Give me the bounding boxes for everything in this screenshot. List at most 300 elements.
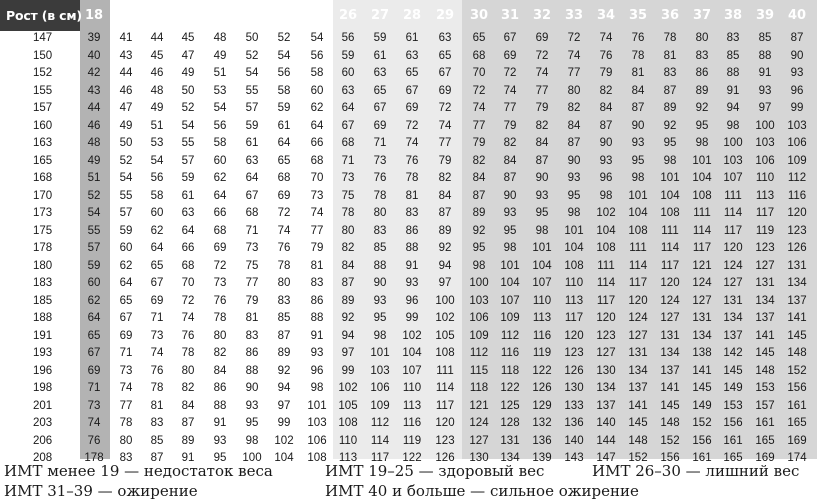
weight-cell: 52 — [245, 49, 259, 62]
weight-cell: 120 — [628, 294, 648, 307]
weight-cell: 72 — [277, 207, 291, 220]
weight-cell: 137 — [628, 382, 648, 395]
weight-cell: 76 — [277, 242, 291, 255]
height-cell: 185 — [33, 294, 53, 307]
weight-cell: 136 — [564, 417, 584, 430]
weight-cell: 69 — [373, 119, 387, 132]
weight-cell: 72 — [181, 294, 195, 307]
weight-cell: 77 — [245, 277, 259, 290]
weight-cell: 145 — [723, 364, 743, 377]
weight-cell: 68 — [310, 154, 324, 167]
weight-cell: 72 — [438, 102, 452, 115]
weight-cell: 56 — [213, 119, 227, 132]
weight-cell: 71 — [245, 224, 259, 237]
weight-cell: 107 — [723, 172, 743, 185]
weight-cell: 103 — [307, 417, 327, 430]
height-cell: 201 — [33, 399, 53, 412]
weight-cell: 63 — [245, 154, 259, 167]
weight-cell: 156 — [660, 452, 680, 465]
weight-cell: 58 — [150, 189, 164, 202]
weight-cell: 98 — [472, 259, 486, 272]
weight-cell: 117 — [628, 277, 648, 290]
weight-cell: 116 — [500, 347, 520, 360]
weight-cell: 91 — [726, 84, 740, 97]
weight-cell: 92 — [341, 312, 355, 325]
weight-cell: 108 — [564, 259, 584, 272]
weight-cell: 130 — [469, 452, 489, 465]
weight-cell: 113 — [755, 189, 775, 202]
weight-cell: 54 — [310, 32, 324, 45]
weight-cell: 64 — [213, 189, 227, 202]
weight-cell: 49 — [213, 49, 227, 62]
weight-cell: 169 — [787, 434, 807, 447]
weight-cell: 81 — [310, 259, 324, 272]
weight-cell: 79 — [245, 294, 259, 307]
weight-cell: 98 — [599, 189, 613, 202]
weight-cell: 80 — [119, 434, 133, 447]
weight-cell: 77 — [310, 224, 324, 237]
bmi-column-header: 23 — [242, 8, 262, 23]
table-row — [0, 153, 817, 171]
weight-cell: 144 — [596, 434, 616, 447]
weight-cell: 99 — [790, 102, 804, 115]
weight-cell: 84 — [213, 364, 227, 377]
weight-cell: 55 — [119, 189, 133, 202]
weight-cell: 117 — [596, 294, 616, 307]
weight-cell: 95 — [472, 242, 486, 255]
weight-cell: 77 — [472, 119, 486, 132]
weight-cell: 63 — [438, 32, 452, 45]
weight-cell: 78 — [631, 49, 645, 62]
weight-cell: 106 — [469, 312, 489, 325]
table-row — [0, 65, 817, 83]
weight-cell: 67 — [119, 312, 133, 325]
table-row — [0, 363, 817, 381]
weight-cell: 95 — [663, 137, 677, 150]
weight-cell: 67 — [438, 67, 452, 80]
weight-cell: 49 — [181, 67, 195, 80]
weight-cell: 78 — [373, 189, 387, 202]
weight-cell: 120 — [723, 242, 743, 255]
weight-cell: 85 — [150, 434, 164, 447]
weight-cell: 111 — [436, 364, 454, 377]
weight-cell: 80 — [181, 364, 195, 377]
weight-cell: 126 — [532, 382, 552, 395]
weight-cell: 73 — [245, 242, 259, 255]
weight-cell: 130 — [596, 364, 616, 377]
weight-cell: 142 — [723, 347, 743, 360]
weight-cell: 148 — [660, 417, 680, 430]
weight-cell: 161 — [692, 452, 712, 465]
weight-cell: 74 — [150, 347, 164, 360]
weight-cell: 107 — [532, 277, 552, 290]
weight-cell: 84 — [181, 399, 195, 412]
weight-cell: 97 — [758, 102, 772, 115]
weight-cell: 59 — [373, 32, 387, 45]
weight-cell: 76 — [631, 32, 645, 45]
weight-cell: 120 — [787, 207, 807, 220]
weight-cell: 88 — [405, 242, 419, 255]
weight-cell: 69 — [535, 32, 549, 45]
weight-cell: 69 — [277, 189, 291, 202]
weight-cell: 71 — [341, 154, 355, 167]
weight-cell: 141 — [692, 364, 712, 377]
weight-cell: 108 — [692, 189, 712, 202]
weight-cell: 153 — [755, 382, 775, 395]
weight-cell: 50 — [245, 32, 259, 45]
weight-cell: 86 — [405, 224, 419, 237]
weight-cell: 156 — [787, 382, 807, 395]
weight-cell: 92 — [695, 102, 709, 115]
bmi-column-header: 40 — [787, 8, 807, 23]
bmi-column-header: 20 — [147, 8, 167, 23]
weight-cell: 111 — [693, 207, 711, 220]
weight-cell: 124 — [723, 259, 743, 272]
weight-cell: 65 — [87, 329, 101, 342]
weight-cell: 116 — [532, 329, 552, 342]
weight-cell: 115 — [469, 364, 489, 377]
weight-cell: 60 — [213, 154, 227, 167]
weight-cell: 73 — [373, 154, 387, 167]
weight-cell: 50 — [181, 84, 195, 97]
weight-cell: 46 — [87, 119, 101, 132]
weight-cell: 63 — [405, 49, 419, 62]
weight-cell: 152 — [787, 364, 807, 377]
weight-cell: 88 — [213, 399, 227, 412]
bmi-column-header: 39 — [755, 8, 775, 23]
weight-cell: 87 — [663, 84, 677, 97]
weight-cell: 78 — [277, 259, 291, 272]
weight-cell: 94 — [726, 102, 740, 115]
height-cell: 170 — [33, 189, 53, 202]
weight-cell: 83 — [726, 32, 740, 45]
weight-cell: 106 — [787, 137, 807, 150]
weight-cell: 79 — [472, 137, 486, 150]
weight-cell: 76 — [181, 329, 195, 342]
weight-cell: 83 — [150, 417, 164, 430]
bmi-column-header: 28 — [402, 8, 422, 23]
weight-cell: 122 — [500, 382, 520, 395]
weight-cell: 60 — [310, 84, 324, 97]
weight-cell: 74 — [87, 417, 101, 430]
weight-cell: 131 — [660, 329, 680, 342]
weight-cell: 165 — [787, 417, 807, 430]
weight-cell: 49 — [150, 102, 164, 115]
weight-cell: 62 — [87, 294, 101, 307]
weight-cell: 105 — [435, 329, 455, 342]
weight-cell: 104 — [274, 452, 294, 465]
weight-cell: 95 — [213, 452, 227, 465]
weight-cell: 161 — [723, 434, 743, 447]
weight-cell: 91 — [213, 417, 227, 430]
weight-cell: 77 — [535, 84, 549, 97]
height-cell: 191 — [33, 329, 53, 342]
weight-cell: 78 — [213, 312, 227, 325]
weight-cell: 178 — [84, 452, 104, 465]
weight-cell: 76 — [150, 364, 164, 377]
weight-cell: 112 — [787, 172, 807, 185]
weight-cell: 78 — [341, 207, 355, 220]
weight-cell: 120 — [435, 417, 455, 430]
legend-healthy: ИМТ 19–25 — здоровый вес — [325, 462, 545, 480]
weight-cell: 83 — [405, 207, 419, 220]
weight-cell: 42 — [87, 67, 101, 80]
weight-cell: 134 — [628, 364, 648, 377]
weight-cell: 86 — [245, 347, 259, 360]
weight-cell: 126 — [564, 364, 584, 377]
weight-cell: 106 — [755, 154, 775, 167]
weight-cell: 52 — [119, 154, 133, 167]
weight-cell: 84 — [341, 259, 355, 272]
weight-cell: 70 — [310, 172, 324, 185]
weight-cell: 44 — [87, 102, 101, 115]
weight-cell: 69 — [438, 84, 452, 97]
weight-cell: 113 — [532, 312, 552, 325]
weight-cell: 55 — [87, 224, 101, 237]
weight-cell: 91 — [758, 67, 772, 80]
table-row — [0, 415, 817, 433]
weight-cell: 127 — [692, 294, 712, 307]
weight-cell: 137 — [660, 364, 680, 377]
weight-cell: 90 — [631, 119, 645, 132]
weight-cell: 169 — [755, 452, 775, 465]
weight-cell: 46 — [119, 84, 133, 97]
bmi-column-header: 33 — [564, 8, 584, 23]
height-cell: 193 — [33, 347, 53, 360]
weight-cell: 69 — [503, 49, 517, 62]
weight-cell: 90 — [245, 382, 259, 395]
weight-cell: 80 — [567, 84, 581, 97]
weight-cell: 131 — [787, 259, 807, 272]
weight-cell: 119 — [755, 224, 775, 237]
weight-cell: 127 — [596, 347, 616, 360]
weight-cell: 67 — [245, 189, 259, 202]
weight-cell: 131 — [500, 434, 520, 447]
weight-cell: 68 — [277, 172, 291, 185]
weight-cell: 77 — [503, 102, 517, 115]
weight-cell: 95 — [245, 417, 259, 430]
weight-cell: 101 — [370, 347, 390, 360]
weight-cell: 113 — [402, 399, 422, 412]
table-row — [0, 398, 817, 416]
table-row — [0, 100, 817, 118]
weight-cell: 64 — [277, 137, 291, 150]
weight-cell: 64 — [119, 277, 133, 290]
weight-cell: 74 — [119, 382, 133, 395]
bmi-column-header: 21 — [178, 8, 198, 23]
weight-cell: 145 — [787, 329, 807, 342]
weight-cell: 93 — [599, 154, 613, 167]
legend-severe-obese: ИМТ 40 и больше — сильное ожирение — [325, 482, 639, 500]
weight-cell: 82 — [438, 172, 452, 185]
bmi-column-header: 29 — [435, 8, 455, 23]
height-cell: 152 — [33, 67, 53, 80]
weight-cell: 98 — [503, 242, 517, 255]
weight-cell: 131 — [628, 347, 648, 360]
weight-cell: 120 — [660, 277, 680, 290]
weight-cell: 152 — [692, 417, 712, 430]
weight-cell: 110 — [532, 294, 552, 307]
weight-cell: 123 — [596, 329, 616, 342]
weight-cell: 64 — [341, 102, 355, 115]
weight-cell: 108 — [660, 207, 680, 220]
weight-cell: 83 — [310, 277, 324, 290]
weight-cell: 87 — [535, 154, 549, 167]
weight-cell: 84 — [631, 84, 645, 97]
weight-cell: 87 — [503, 172, 517, 185]
weight-cell: 71 — [87, 382, 101, 395]
weight-cell: 85 — [373, 242, 387, 255]
weight-cell: 140 — [564, 434, 584, 447]
weight-cell: 84 — [503, 154, 517, 167]
bmi-column-header: 31 — [500, 8, 520, 23]
weight-cell: 59 — [181, 172, 195, 185]
weight-cell: 89 — [181, 434, 195, 447]
weight-cell: 95 — [567, 189, 581, 202]
weight-cell: 102 — [596, 207, 616, 220]
weight-cell: 48 — [150, 84, 164, 97]
weight-cell: 104 — [500, 277, 520, 290]
weight-cell: 123 — [755, 242, 775, 255]
weight-cell: 119 — [402, 434, 422, 447]
table-row — [0, 30, 817, 48]
weight-cell: 124 — [628, 312, 648, 325]
weight-cell: 83 — [277, 294, 291, 307]
weight-cell: 80 — [213, 329, 227, 342]
weight-cell: 128 — [500, 417, 520, 430]
weight-cell: 148 — [628, 434, 648, 447]
weight-cell: 100 — [755, 119, 775, 132]
weight-cell: 98 — [695, 137, 709, 150]
weight-cell: 78 — [405, 172, 419, 185]
weight-cell: 141 — [628, 399, 648, 412]
weight-cell: 65 — [119, 294, 133, 307]
weight-cell: 59 — [87, 259, 101, 272]
weight-cell: 81 — [150, 399, 164, 412]
weight-cell: 44 — [119, 67, 133, 80]
weight-cell: 95 — [631, 154, 645, 167]
weight-cell: 123 — [435, 434, 455, 447]
weight-cell: 93 — [535, 189, 549, 202]
weight-cell: 121 — [692, 259, 712, 272]
bmi-column-header: 19 — [116, 8, 136, 23]
table-row — [0, 188, 817, 206]
weight-cell: 79 — [599, 67, 613, 80]
weight-cell: 110 — [755, 172, 775, 185]
table-row — [0, 135, 817, 153]
weight-cell: 68 — [181, 259, 195, 272]
weight-cell: 71 — [119, 347, 133, 360]
weight-cell: 114 — [692, 224, 712, 237]
height-cell: 147 — [33, 32, 53, 45]
weight-cell: 108 — [338, 417, 358, 430]
weight-cell: 65 — [150, 259, 164, 272]
weight-cell: 60 — [341, 67, 355, 80]
weight-cell: 139 — [532, 452, 552, 465]
bmi-column-header: 32 — [532, 8, 552, 23]
height-cell: 198 — [33, 382, 53, 395]
weight-cell: 76 — [87, 434, 101, 447]
weight-cell: 89 — [663, 102, 677, 115]
weight-cell: 57 — [87, 242, 101, 255]
weight-cell: 104 — [402, 347, 422, 360]
weight-cell: 76 — [373, 172, 387, 185]
weight-cell: 83 — [373, 224, 387, 237]
weight-cell: 111 — [597, 259, 615, 272]
weight-cell: 56 — [341, 32, 355, 45]
weight-cell: 93 — [758, 84, 772, 97]
weight-cell: 90 — [599, 137, 613, 150]
weight-cell: 174 — [787, 452, 807, 465]
weight-cell: 67 — [405, 84, 419, 97]
weight-cell: 86 — [310, 294, 324, 307]
weight-cell: 73 — [341, 172, 355, 185]
weight-cell: 84 — [535, 137, 549, 150]
weight-cell: 92 — [277, 364, 291, 377]
weight-cell: 120 — [564, 329, 584, 342]
weight-cell: 120 — [596, 312, 616, 325]
weight-cell: 82 — [567, 102, 581, 115]
weight-cell: 91 — [405, 259, 419, 272]
weight-cell: 66 — [310, 137, 324, 150]
weight-cell: 102 — [338, 382, 358, 395]
weight-cell: 65 — [277, 154, 291, 167]
weight-cell: 93 — [567, 172, 581, 185]
weight-cell: 127 — [628, 329, 648, 342]
weight-cell: 83 — [663, 67, 677, 80]
weight-cell: 117 — [564, 312, 584, 325]
weight-cell: 89 — [695, 84, 709, 97]
weight-cell: 98 — [245, 434, 259, 447]
weight-cell: 74 — [181, 312, 195, 325]
weight-cell: 72 — [472, 84, 486, 97]
weight-cell: 117 — [660, 259, 680, 272]
weight-cell: 74 — [535, 67, 549, 80]
weight-cell: 72 — [213, 259, 227, 272]
table-row — [0, 118, 817, 136]
weight-cell: 67 — [373, 102, 387, 115]
weight-cell: 110 — [402, 382, 422, 395]
weight-cell: 85 — [277, 312, 291, 325]
weight-cell: 131 — [755, 277, 775, 290]
bmi-column-header: 24 — [274, 8, 294, 23]
weight-cell: 101 — [307, 399, 327, 412]
weight-cell: 62 — [119, 259, 133, 272]
weight-cell: 79 — [535, 102, 549, 115]
height-cell: 155 — [33, 84, 53, 97]
weight-cell: 101 — [564, 224, 584, 237]
table-row — [0, 170, 817, 188]
weight-cell: 107 — [402, 364, 422, 377]
weight-cell: 88 — [726, 67, 740, 80]
weight-cell: 79 — [503, 119, 517, 132]
weight-cell: 89 — [341, 294, 355, 307]
weight-cell: 106 — [307, 434, 327, 447]
weight-cell: 59 — [245, 119, 259, 132]
weight-cell: 145 — [692, 382, 712, 395]
weight-cell: 45 — [150, 49, 164, 62]
weight-cell: 96 — [790, 84, 804, 97]
weight-cell: 59 — [277, 102, 291, 115]
weight-cell: 84 — [472, 172, 486, 185]
weight-cell: 65 — [373, 84, 387, 97]
weight-cell: 112 — [469, 347, 489, 360]
weight-cell: 57 — [119, 207, 133, 220]
weight-cell: 80 — [341, 224, 355, 237]
weight-cell: 87 — [277, 329, 291, 342]
weight-cell: 113 — [338, 452, 358, 465]
height-cell: 163 — [33, 137, 53, 150]
